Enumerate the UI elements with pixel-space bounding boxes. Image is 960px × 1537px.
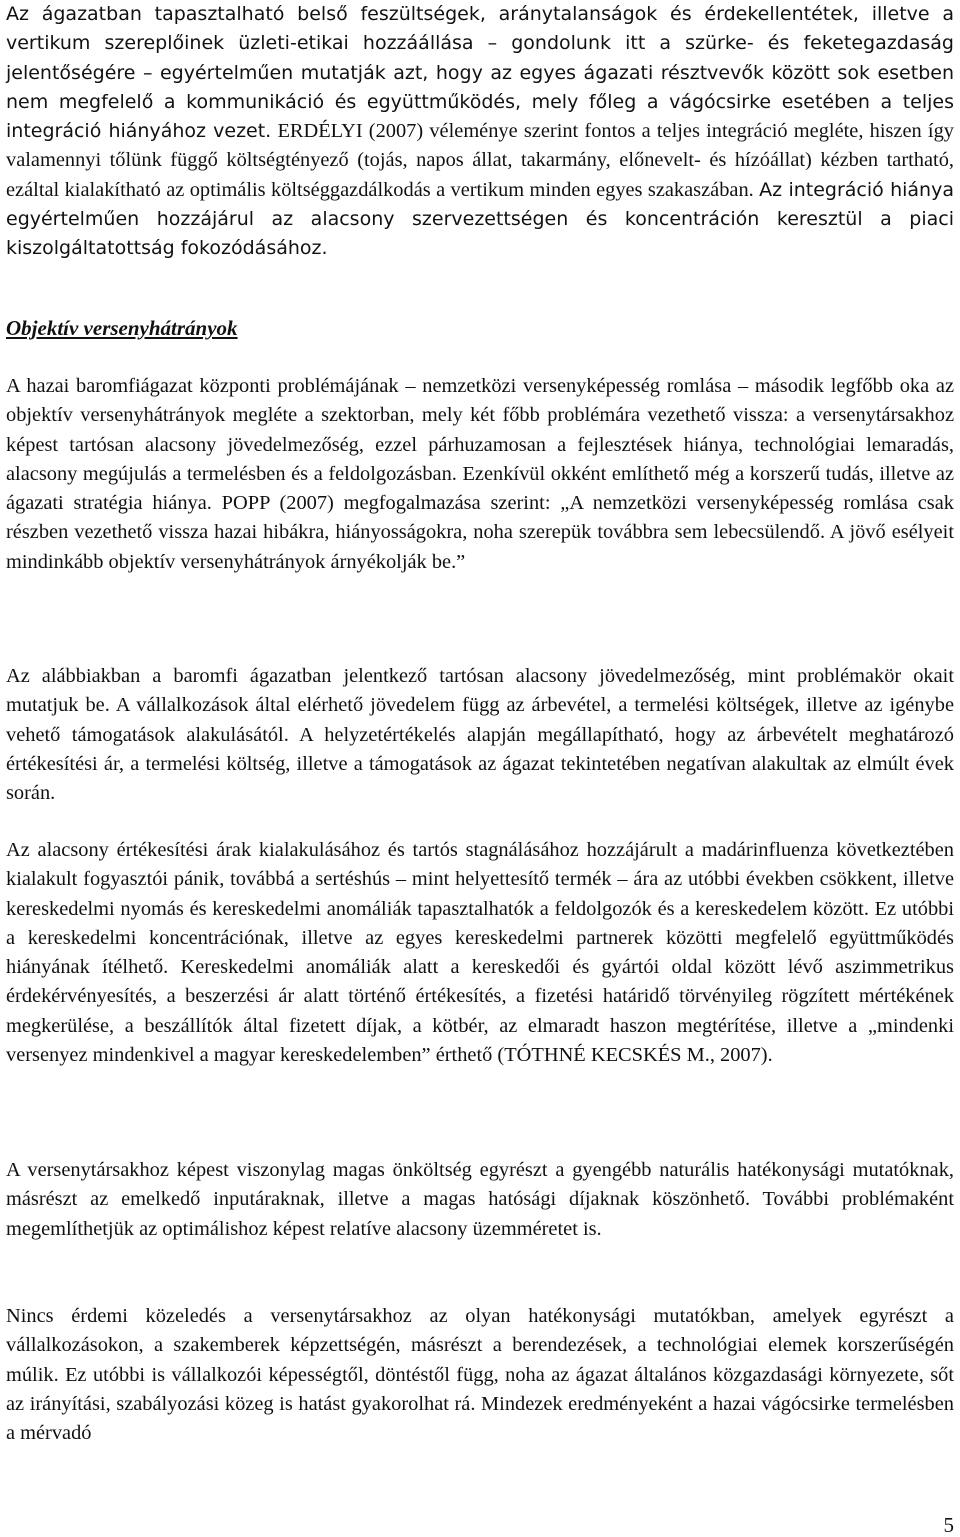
paragraph-1-serif-part: ERDÉLYI (2007) véleménye szerint fontos a teljes integráció megléte, hiszen így valamennyi tőlünk függő költségtényező (tojás, napos állat, takarmány, előnevelt- és hízóállat) kézben tartható, ezáltal kialakítható az optimális költséggazdálkodás a vertikum minden egyes szakaszában. [6, 120, 954, 201]
paragraph-1-closing-part: Az integráció hiánya egyértelműen hozzájárul az alacsony szervezettségen és koncentráción keresztül a piaci kiszolgáltatottság fokozódásához. [6, 178, 954, 260]
section-heading: Objektív versenyhátrányok [6, 316, 238, 340]
paragraph-2: A hazai baromfiágazat központi problémájának – nemzetközi versenyképesség romlása – második legfőbb oka az objektív versenyhátrányok megléte a szektorban, mely két főbb problémára vezethető vissza: a versenytársakhoz képest tartósan alacsony jövedelmezőség, ezzel párhuzamosan a fejlesztések hiánya, technológiai lemaradás, alacsony megújulás a termelésben és a feldolgozásban. Ezenkívül okként említhető még a korszerű tudás, illetve az ágazati stratégia hiánya. POPP (2007) megfogalmazása szerint: „A nemzetközi versenyképesség romlása csak részben vezethető vissza hazai hibákra, hiányosságokra, noha szerepük továbbra sem lebecsülendő. A jövő esélyeit mindinkább objektív versenyhátrányok árnyékolják be.” [6, 375, 954, 573]
paragraph-4: Az alacsony értékesítési árak kialakulásához és tartós stagnálásához hozzájárult a madárinfluenza következtében kialakult fogyasztói pánik, továbbá a sertéshús – mint helyettesítő termék – ára az utóbbi években csökkent, illetve kereskedelmi nyomás és kereskedelmi anomáliák tapasztalhatók a feldolgozók és a kereskedelem között. Ez utóbbi a kereskedelmi koncentrációnak, illetve az egyes kereskedelmi partnerek közötti megfelelő együttműködés hiányának ítélhető. Kereskedelmi anomáliák alatt a kereskedői és gyártói oldal között lévő aszimmetrikus érdekérvényesítés, a beszerzési ár alatt történő értékesítés, a fizetési határidő törvényileg rögzített mértékének megkerülése, a beszállítók által fizetett díjak, a kötbér, az elmaradt haszon megtérítése, illetve a „mindenki versenyez mindenkivel a magyar kereskedelemben” érthető (TÓTHNÉ KECSKÉS M., 2007). [6, 839, 954, 1067]
paragraph-1-sans-part: Az ágazatban tapasztalható belső feszültségek, aránytalanságok és érdekellentétek, illetve a vertikum szereplőinek üzleti-etikai hozzáállása – gondolunk itt a szürke- és feketegazdaság jelentőségére – egyértelműen mutatják azt, hogy az egyes ágazati résztvevők között sok esetben nem megfelelő a kommunikáció és együttműködés, mely főleg a vágócsirke esetében a teljes integráció hiányához vezet. [6, 3, 954, 143]
paragraph-3: Az alábbiakban a baromfi ágazatban jelentkező tartósan alacsony jövedelmezőség, mint problémakör okait mutatjuk be. A vállalkozások által elérhető jövedelem függ az árbevétel, a termelési költségek, illetve az igénybe vehető támogatások alakulásától. A helyzetértékelés alapján megállapítható, hogy az árbevételt meghatározó értékesítési ár, a termelési költség, illetve a támogatások az ágazat tekintetében negatívan alakultak az elmúlt évek során. [6, 665, 954, 805]
paragraph-6: Nincs érdemi közeledés a versenytársakhoz az olyan hatékonysági mutatókban, amelyek egyrészt a vállalkozásokon, a szakemberek képzettségén, másrészt a berendezések, a technológiai elemek korszerűségén múlik. Ez utóbbi is vállalkozói képességtől, döntéstől függ, noha az ágazat általános közgazdasági környezete, sőt az irányítási, szabályozási közeg is hatást gyakorolhat rá. Mindezek eredményeként a hazai vágócsirke termelésben a mérvadó [6, 1305, 954, 1445]
page-number: 5 [943, 1513, 954, 1537]
paragraph-5: A versenytársakhoz képest viszonylag magas önköltség egyrészt a gyengébb naturális hatékonysági mutatóknak, másrészt az emelkedő inputáraknak, illetve a magas hatósági díjaknak köszönhető. További problémaként megemlíthetjük az optimálishoz képest relatíve alacsony üzemméretet is. [6, 1159, 954, 1240]
paragraph-1 [6, 0, 954, 264]
